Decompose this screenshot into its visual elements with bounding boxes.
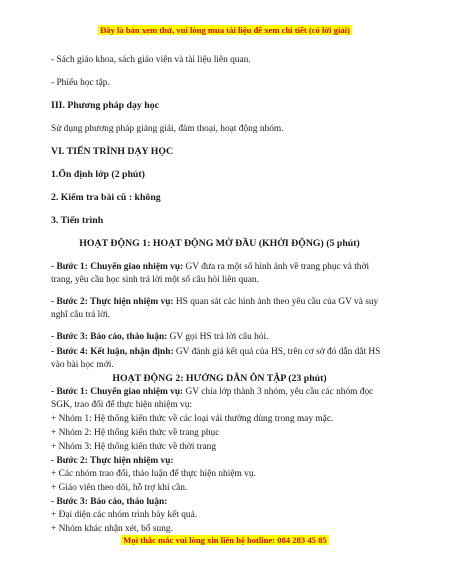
activity-2-title: HOẠT ĐỘNG 2: HƯỚNG DẪN ÔN TẬP (23 phút) (112, 373, 327, 384)
activity-1-step-1 (51, 261, 388, 286)
preview-notice-text: Đây là bản xem thử, vui lòng mua tài liệu để xem chi tiết (có lời giải) (100, 25, 350, 35)
step-label: - Bước 2: Thực hiện nhiệm vụ: (51, 297, 174, 307)
activity-2-step-2-item-1: + Các nhóm trao đổi, thảo luận để thực hiện nhiệm vụ. (51, 469, 256, 479)
activity-2-step-3-item-1: + Đại diện các nhóm trình bày kết quả. (51, 510, 198, 520)
step-text: GV đánh giá kết quả của HS, trên cơ sở đó dẫn dắt HS vào bài học mới. (51, 347, 381, 370)
activity-1-title: HOẠT ĐỘNG 1: HOẠT ĐỘNG MỞ ĐẦU (KHỞI ĐỘNG) (5 phút) (79, 238, 360, 249)
step-dash: - (51, 497, 55, 507)
activity-2-step-2-item-2: + Giáo viên theo dõi, hỗ trợ khi cần. (51, 483, 188, 493)
step-text: GV chia lớp thành 3 nhóm, yêu cầu các nhóm đọc SGK, trao đổi để thực hiện nhiệm vụ: (51, 387, 374, 410)
step-text: GV đưa ra một số hình ảnh về trang phục và thời trang, yêu cầu học sinh trả lời một số câu hỏi liên quan. (51, 262, 370, 285)
group-2-task: + Nhóm 2: Hệ thống kiến thức về trang phục (51, 428, 220, 438)
activity-2-step-2-label: - Bước 2: Thực hiện nhiệm vụ: (51, 456, 174, 466)
activity-1-step-2 (51, 296, 388, 321)
material-line-1: - Sách giáo khoa, sách giáo viên và tài liệu liên quan. (51, 55, 251, 65)
material-line-2: - Phiếu học tập. (51, 78, 110, 88)
step-heading-review: 2. Kiểm tra bài cũ : không (51, 192, 161, 203)
step-label: - Bước 1: Chuyển giao nhiệm vụ: (51, 262, 184, 272)
step-label: - Bước 1: Chuyển giao nhiệm vụ: (51, 387, 184, 397)
hotline-text: Mọi thắc mắc vui lòng xin liên hệ hotline: 084 283 45 85 (123, 535, 327, 545)
step-text: HS quan sát các hình ảnh theo yêu cầu của GV và suy nghĩ câu trả lời. (51, 297, 379, 320)
step-text: GV gọi HS trả lời câu hỏi. (167, 332, 269, 342)
activity-2-step-3-item-2: + Nhóm khác nhận xét, bổ sung. (51, 524, 173, 534)
activity-1-step-3 (51, 331, 388, 344)
group-3-task: + Nhóm 3: Hệ thống kiến thức về thời trang (51, 442, 217, 452)
hotline-banner (0, 535, 450, 545)
step-label: - Bước 3: Báo cáo, thảo luận: (51, 332, 168, 342)
activity-2-step-3-label (51, 496, 388, 509)
step-heading-process: 3. Tiến trình (51, 215, 104, 226)
preview-notice-banner (0, 25, 450, 35)
section-heading-methods: III. Phương pháp dạy học (51, 100, 159, 111)
section-heading-process: VI. TIẾN TRÌNH DẠY HỌC (51, 146, 174, 157)
activity-1-step-4 (51, 346, 388, 371)
activity-2-step-1 (51, 386, 388, 411)
step-label: - Bước 4: Kết luận, nhận định: (51, 347, 174, 357)
group-1-task: + Nhóm 1: Hệ thống kiến thức về các loại vải thường dùng trong may mặc. (51, 414, 334, 424)
step-heading-class-setup: 1.Ổn định lớp (2 phút) (51, 169, 145, 180)
methods-text: Sử dụng phương pháp giảng giải, đàm thoại, hoạt động nhóm. (51, 124, 284, 134)
step-label: Bước 3: Báo cáo, thảo luận: (54, 497, 168, 507)
